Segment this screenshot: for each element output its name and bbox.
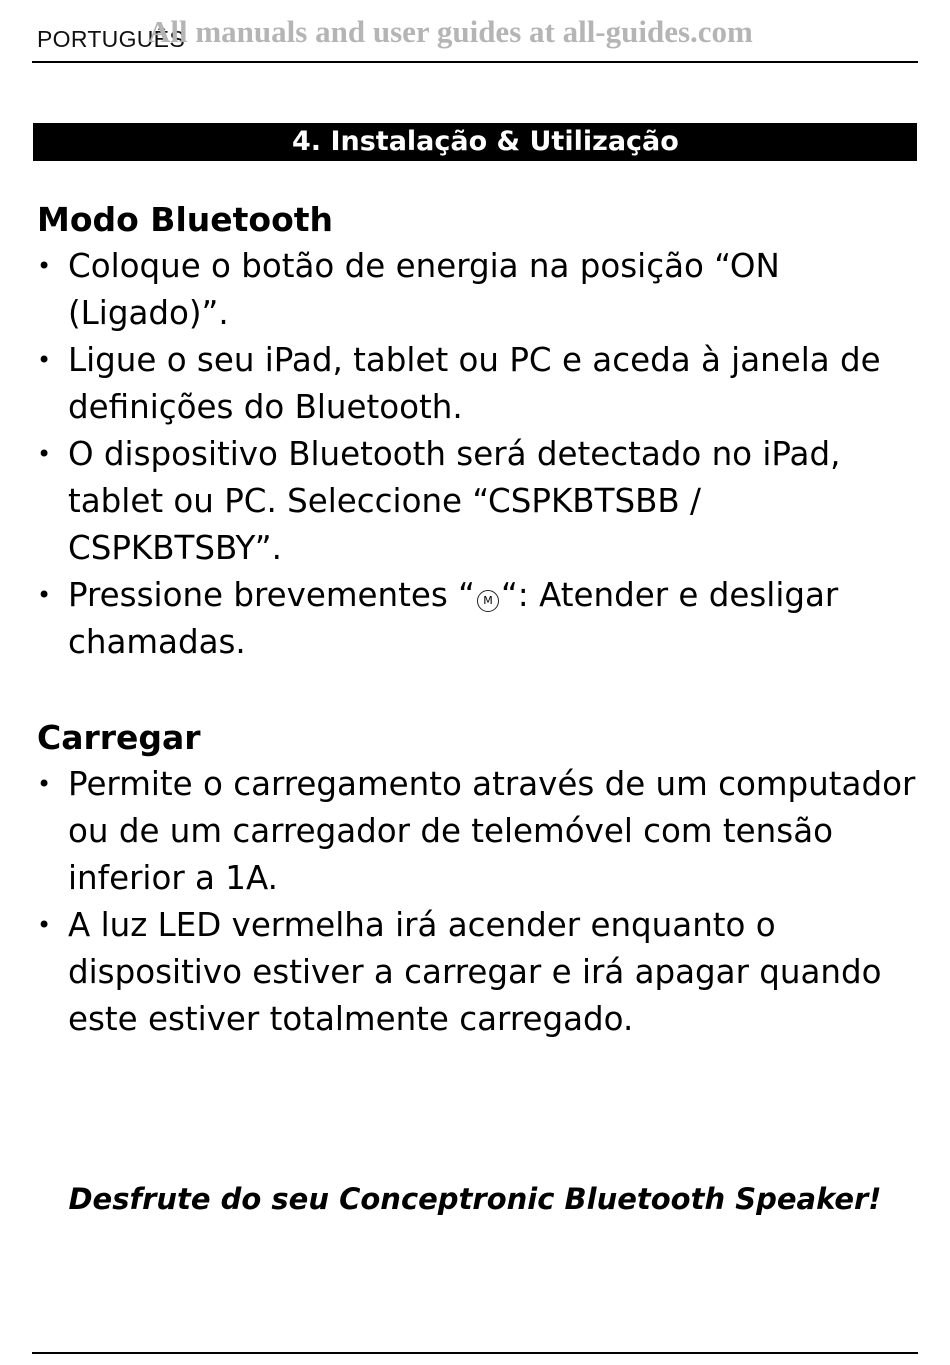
list-item: • Ligue o seu iPad, tablet ou PC e aceda à janela de definições do Bluetooth. xyxy=(37,337,917,431)
charging-list xyxy=(37,761,917,1043)
list-item: • A luz LED vermelha irá acender enquanto o dispositivo estiver a carregar e irá apagar quando este estiver totalmente carregado. xyxy=(37,902,917,1043)
bullet-icon: • xyxy=(37,252,52,280)
footer-divider xyxy=(32,1352,918,1354)
list-item: • Pressione brevementes “ M “: Atender e desligar chamadas. xyxy=(37,572,917,666)
list-item: • Coloque o botão de energia na posição “ON (Ligado)”. xyxy=(37,243,917,337)
language-label: PORTUGUÊS xyxy=(37,26,185,52)
multifunction-button-icon: M xyxy=(477,590,499,612)
list-item: • Permite o carregamento através de um computador ou de um carregador de telemóvel com tensão inferior a 1A. xyxy=(37,761,917,902)
bullet-icon: • xyxy=(37,770,52,798)
bluetooth-list xyxy=(37,243,917,666)
bullet-icon: • xyxy=(37,346,52,374)
section-title: 4. Instalação & Utilização xyxy=(33,123,917,161)
charging-heading: Carregar xyxy=(37,718,201,757)
bullet-icon: • xyxy=(37,911,52,939)
watermark-text: All manuals and user guides at all-guides.com xyxy=(148,14,753,49)
list-item: • O dispositivo Bluetooth será detectado no iPad, tablet ou PC. Seleccione “CSPKBTSBB / CSPKBTSBY”. xyxy=(37,431,917,572)
bluetooth-heading: Modo Bluetooth xyxy=(37,200,334,239)
bullet-icon: • xyxy=(37,440,52,468)
header-divider xyxy=(32,61,918,63)
closing-note: Desfrute do seu Conceptronic Bluetooth Speaker! xyxy=(68,1182,882,1216)
bullet-icon: • xyxy=(37,581,52,609)
main-content xyxy=(37,196,917,1043)
